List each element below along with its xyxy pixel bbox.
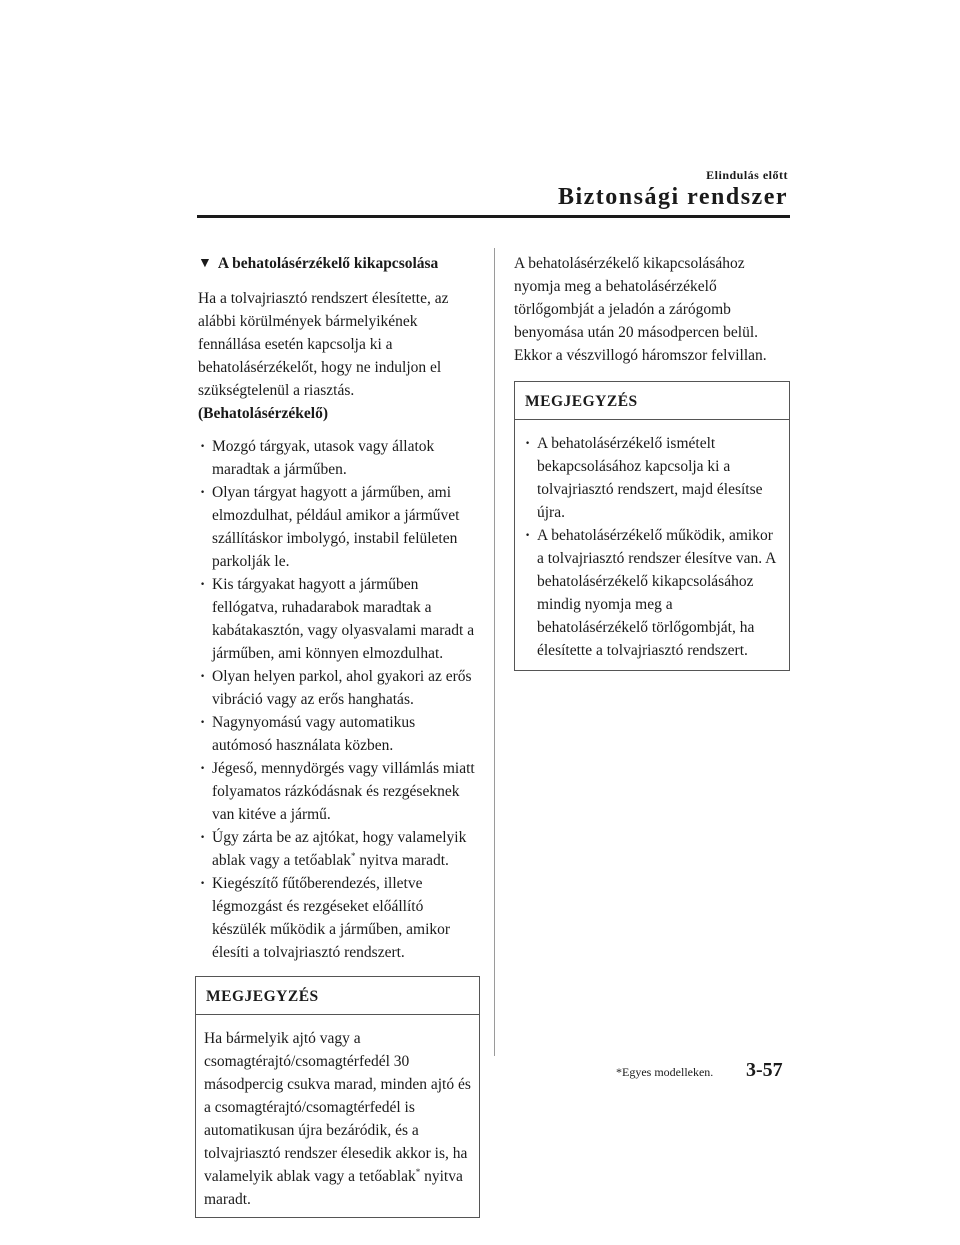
note-text: Ha bármelyik ajtó vagy a csomagtérajtó/csomagtérfedél 30 másodpercig csukva marad, minden ajtó és a csomagtérajtó/csomagtérfedél is automatikusan újra bezáródik, és a tolvajriasztó rendszer élesedik akkor is, ha valamelyik ablak vagy a tetőablak — [204, 1030, 471, 1185]
header-rule — [197, 215, 790, 218]
note-body — [515, 420, 789, 670]
subheading: (Behatolásérzékelő) — [198, 405, 328, 422]
column-divider — [494, 248, 495, 1056]
chapter-title: Elindulás előtt — [706, 168, 788, 182]
section-heading-text: A behatolásérzékelő kikapcsolása — [217, 255, 439, 272]
list-item: · A behatolásérzékelő ismételt bekapcsolásához kapcsolja ki a tolvajriasztó rendszert, majd élesítse újra. — [523, 432, 781, 524]
footnote: *Egyes modelleken. — [616, 1065, 714, 1079]
list-item-text: nyitva maradt. — [355, 852, 449, 869]
triangle-down-icon: ▼ — [198, 256, 212, 271]
section-heading — [198, 252, 476, 275]
list-item-text: Úgy zárta be az ajtókat, hogy valamelyik ablak vagy a tetőablak — [212, 829, 467, 869]
list-item: · Jégeső, mennydörgés vagy villámlás miatt folyamatos rázkódásnak és rezgéseknek van kitéve a jármű. — [198, 757, 476, 826]
list-item: · Olyan tárgyat hagyott a járműben, ami elmozdulhat, például amikor a járművet szállításkor imbolygó, instabil felületen parkolják le. — [198, 481, 476, 573]
section-title: Biztonsági rendszer — [557, 184, 788, 210]
list-item: · Kis tárgyakat hagyott a járműben fellógatva, ruhadarabok maradtak a kabátakasztón, vagy olyasvalami maradt a járműben, ami könnyen elmozdulhat. — [198, 573, 476, 665]
condition-list — [198, 435, 476, 964]
note-box — [514, 381, 790, 671]
note-title: MEGJEGYZÉS — [196, 977, 479, 1015]
note-title: MEGJEGYZÉS — [515, 382, 789, 420]
note-list — [523, 432, 781, 662]
left-column — [198, 252, 476, 1218]
footnote-star: * — [415, 1166, 421, 1177]
intro-paragraph: A behatolásérzékelő kikapcsolásához nyomja meg a behatolásérzékelő törlőgombját a jeladón a zárógomb benyomása után 20 másodpercen belül. Ekkor a vészvillogó háromszor felvillan. — [514, 255, 767, 364]
note-body — [196, 1015, 479, 1217]
list-item — [198, 826, 476, 872]
list-item: · Olyan helyen parkol, ahol gyakori az erős vibráció vagy az erős hanghatás. — [198, 665, 476, 711]
right-column — [514, 252, 790, 671]
list-item: · Mozgó tárgyak, utasok vagy állatok maradtak a járműben. — [198, 435, 476, 481]
footnote-star: * — [351, 850, 356, 861]
note-box — [195, 976, 480, 1218]
list-item: · Nagynyomású vagy automatikus autómosó használata közben. — [198, 711, 476, 757]
intro-paragraph: Ha a tolvajriasztó rendszert élesítette, az alábbi körülmények bármelyikének fennállása esetén kapcsolja ki a behatolásérzékelőt, hogy ne induljon el szükségtelenül a riasztás. — [198, 290, 449, 399]
list-item: · Kiegészítő fűtőberendezés, illetve légmozgást és rezgéseket előállító készülék működik a járműben, amikor élesíti a tolvajriasztó rendszert. — [198, 872, 476, 964]
note-text: nyitva maradt. — [204, 1168, 463, 1208]
page-number: 3-57 — [746, 1059, 783, 1081]
list-item: · A behatolásérzékelő működik, amikor a tolvajriasztó rendszer élesítve van. A behatolásérzékelő kikapcsolásához mindig nyomja meg a behatolásérzékelő törlőgombját, ha élesítette a tolvajriasztó rendszert. — [523, 524, 781, 662]
